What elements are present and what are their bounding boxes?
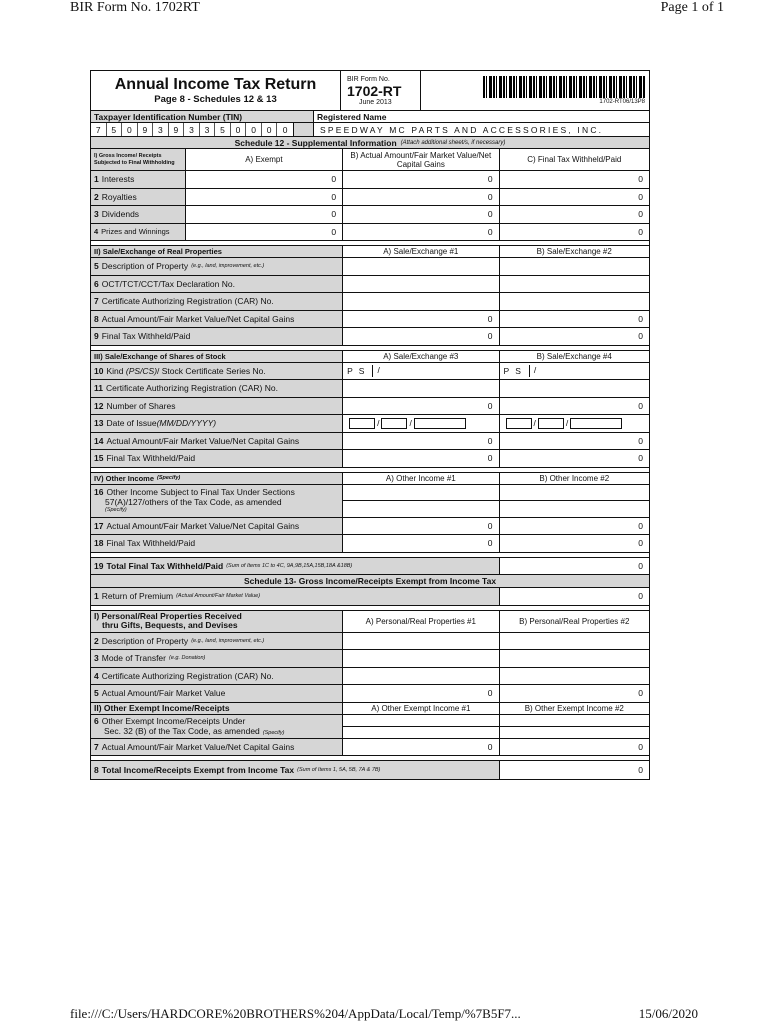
s12-part2-colA: A) Sale/Exchange #1	[343, 246, 499, 257]
s12-6a-field[interactable]	[343, 276, 499, 293]
row-label	[91, 588, 500, 605]
s12-2a-field[interactable]: 0	[186, 189, 343, 206]
barcode-image	[483, 76, 645, 98]
s13-part2-header	[91, 703, 649, 715]
row-number: 7	[94, 296, 99, 307]
row-label	[91, 206, 186, 223]
s12-part4-title	[91, 473, 343, 484]
row-label	[91, 311, 343, 328]
row-number: 6	[94, 715, 99, 726]
row-label	[91, 380, 343, 397]
s12-part4-note: (Specify)	[157, 475, 181, 481]
row-label	[91, 171, 186, 188]
s12-9a-field[interactable]: 0	[343, 328, 499, 345]
row-label-text: / Stock Certificate Series No.	[157, 365, 266, 376]
s12-5b-field[interactable]	[500, 258, 649, 275]
s13-part1-title	[91, 611, 343, 632]
s12-10a-field[interactable]	[343, 363, 499, 380]
row-label	[91, 715, 343, 738]
row-number: 5	[94, 688, 99, 699]
row-label-text: Total Final Tax Withheld/Paid	[106, 560, 224, 571]
row-number: 10	[94, 365, 104, 376]
row-label-text: Certificate Authorizing Registration (CAR) No.	[106, 383, 278, 394]
s12-3b-field[interactable]: 0	[343, 206, 499, 223]
tin-digit: 5	[107, 123, 123, 136]
s12-row-6	[91, 276, 649, 294]
row-number: 13	[94, 418, 104, 429]
s12-3c-field[interactable]: 0	[638, 209, 644, 220]
row-label-text: Certificate Authorizing Registration (CAR) No.	[101, 296, 274, 307]
row-label	[91, 485, 343, 517]
row-number: 14	[94, 435, 104, 446]
row-number: 17	[94, 520, 104, 531]
row-number: 3	[94, 653, 99, 664]
tin-field[interactable]	[91, 123, 294, 136]
form-number-box	[341, 71, 421, 110]
s12-part3-colB: B) Sale/Exchange #4	[536, 351, 612, 361]
form-title: Annual Income Tax Return	[114, 76, 317, 93]
s12-row-12	[91, 398, 649, 416]
row-label-text: Total Income/Receipts Exempt from Income Tax	[101, 764, 295, 775]
kind-slash: /	[529, 365, 536, 377]
s12-16b-field[interactable]	[500, 485, 649, 517]
row-number: 7	[94, 741, 99, 752]
s12-7b-field[interactable]	[500, 293, 649, 310]
s12-row-7	[91, 293, 649, 311]
row-label-text: Actual Amount/Fair Market Value/Net Capital Gains	[101, 313, 295, 324]
s13-row-2	[91, 633, 649, 651]
row-note: (Sum of Items 1C to 4C, 9A,9B,15A,15B,18A &18B)	[226, 562, 353, 569]
row-label	[91, 398, 343, 415]
row-label-text: Other Exempt Income/Receipts Under	[101, 715, 246, 726]
row-label-text: Prizes and Winnings	[101, 227, 170, 237]
row-label	[91, 633, 343, 650]
row-number: 1	[94, 591, 99, 602]
date-slash: /	[377, 418, 380, 429]
row-number: 19	[94, 560, 104, 571]
row-label	[91, 558, 500, 575]
s12-row-3	[91, 206, 649, 224]
row-label-text: Royalties	[101, 191, 137, 202]
s12-4a-field[interactable]: 0	[186, 224, 343, 241]
s12-part3-colA: A) Sale/Exchange #3	[343, 351, 499, 362]
s12-1a-field[interactable]: 0	[186, 171, 343, 188]
row-label-text: Mode of Transfer	[101, 653, 166, 664]
row-note: (Actual Amount/Fair Market Value)	[176, 593, 261, 600]
row-label-text: Kind	[106, 365, 124, 376]
s12-8b-field[interactable]: 0	[638, 313, 643, 324]
form-subtitle: Page 8 - Schedules 12 & 13	[154, 94, 277, 105]
row-label-italic: (MM/DD/YYYY)	[156, 418, 217, 429]
row-label-text: Actual Amount/Fair Market Value/Net Capital Gains	[101, 741, 295, 752]
row-number: 5	[94, 261, 99, 272]
tin-digit: 0	[282, 124, 288, 135]
s12-part3-title: III) Sale/Exchange of Shares of Stock	[91, 351, 343, 362]
row-label-text: Sec. 32 (B) of the Tax Code, as amended	[104, 725, 260, 736]
row-label	[91, 415, 343, 432]
s12-13a-date-field[interactable]	[343, 415, 499, 432]
s12-part4-title-text: IV) Other Income	[94, 473, 155, 483]
date-slash: /	[409, 418, 412, 429]
barcode-box	[421, 71, 649, 110]
kind-p: P	[347, 365, 353, 376]
row-label-text: Description of Property	[101, 261, 189, 272]
row-label-text: Interests	[101, 174, 135, 185]
s12-9b-field[interactable]: 0	[638, 331, 643, 342]
row-label	[91, 433, 343, 450]
s12-row-9	[91, 328, 649, 346]
s12-5a-field[interactable]	[343, 258, 499, 275]
tin-digit: 0	[122, 123, 138, 136]
s12-3a-field[interactable]: 0	[186, 206, 343, 223]
s12-row-17	[91, 518, 649, 536]
tin-gap	[294, 123, 314, 136]
row-label-text: Dividends	[101, 209, 140, 220]
row-note: (Specify)	[262, 729, 285, 736]
tin-digit: 5	[215, 123, 231, 136]
row-label-text: Final Tax Withheld/Paid	[106, 538, 196, 549]
row-label-text: Final Tax Withheld/Paid	[101, 331, 191, 342]
tin-digit: 9	[169, 123, 185, 136]
tin-label: Taxpayer Identification Number (TIN)	[91, 111, 314, 122]
row-label-text: Date of Issue	[106, 418, 157, 429]
row-number: 11	[94, 383, 103, 394]
s13-7b-field[interactable]: 0	[638, 741, 643, 752]
row-label	[91, 761, 500, 779]
s12-12b-field[interactable]: 0	[638, 400, 643, 411]
s13-part1-colA: A) Personal/Real Properties #1	[343, 611, 499, 632]
registered-name-label: Registered Name	[314, 111, 649, 122]
row-label	[91, 189, 186, 206]
s12-1b-field[interactable]: 0	[343, 171, 499, 188]
row-number: 2	[94, 191, 99, 202]
s13-1-field[interactable]: 0	[638, 591, 643, 602]
row-number: 2	[94, 635, 99, 646]
s12-part4-colB: B) Other Income #2	[539, 473, 610, 483]
browser-footer	[0, 1006, 768, 1024]
tin-digit: 9	[138, 123, 154, 136]
tin-digit: 0	[231, 123, 247, 136]
s12-11a-field[interactable]	[343, 380, 499, 397]
row-number: 4	[94, 670, 99, 681]
s12-row-16	[91, 485, 649, 518]
row-label-text: Certificate Authorizing Registration (CAR) No.	[101, 670, 274, 681]
row-label	[91, 650, 343, 667]
s12-17b-field[interactable]: 0	[638, 520, 643, 531]
s12-row-8	[91, 311, 649, 329]
print-date: 15/06/2020	[638, 1006, 698, 1021]
s12-13b-date-field[interactable]	[500, 415, 649, 432]
tin-digit: 7	[91, 123, 107, 136]
s13-4a-field[interactable]	[343, 668, 499, 685]
s13-part1-title-line: thru Gifts, Bequests, and Devises	[102, 620, 238, 630]
row-label-text: Actual Amount/Fair Market Value/Net Capital Gains	[106, 435, 300, 446]
row-label	[91, 739, 343, 756]
s12-16a-field[interactable]	[343, 485, 499, 517]
s12-part4-colA: A) Other Income #1	[343, 473, 499, 484]
s13-part2-colA: A) Other Exempt Income #1	[343, 703, 499, 714]
s13-row-8	[91, 761, 649, 779]
row-label-text: 57(A)/127/others of the Tax Code, as amended	[105, 497, 282, 508]
s12-row-15	[91, 450, 649, 468]
kind-s: S	[358, 365, 365, 376]
schedule-13-title: Schedule 13- Gross Income/Receipts Exempt from Income Tax	[91, 575, 649, 587]
kind-s: S	[515, 365, 521, 376]
s12-4b-field[interactable]: 0	[343, 224, 499, 241]
s13-row-3	[91, 650, 649, 668]
tin-digit: 0	[246, 123, 262, 136]
print-file-path: file:///C:/Users/HARDCORE%20BROTHERS%204/AppData/Local/Temp/%7B5F7...	[70, 1006, 521, 1021]
schedule-12-note: (Attach additional sheet/s, if necessary)	[400, 139, 506, 146]
row-label	[91, 328, 343, 345]
s12-8a-field[interactable]: 0	[343, 311, 499, 328]
row-label-text: Return of Premium	[101, 591, 174, 602]
s13-row-7	[91, 739, 649, 757]
s13-part1-title-line: I) Personal/Real Properties Received	[94, 610, 242, 621]
kind-p: P	[503, 365, 510, 376]
row-label	[91, 224, 186, 241]
s13-7a-field[interactable]: 0	[343, 739, 499, 756]
date-slash: /	[565, 418, 569, 429]
registered-name-field[interactable]: SPEEDWAY MC PARTS AND ACCESSORIES, INC.	[320, 124, 604, 135]
row-label	[91, 685, 343, 702]
s12-part1-title: I) Gross Income/ Receipts Subjected to Final Withholding	[91, 149, 186, 170]
s13-2a-field[interactable]	[343, 633, 499, 650]
form-number-label: BIR Form No.	[347, 75, 390, 83]
s12-19-total-field[interactable]: 0	[638, 560, 643, 571]
s12-15a-field[interactable]: 0	[343, 450, 499, 467]
form-number: 1702-RT	[347, 82, 402, 99]
row-label	[91, 518, 343, 535]
tin-digit: 3	[200, 123, 216, 136]
tin-label-row	[91, 111, 649, 123]
s12-7a-field[interactable]	[343, 293, 499, 310]
row-number: 16	[94, 487, 104, 498]
s12-18b-field[interactable]: 0	[638, 538, 643, 549]
s13-2b-field[interactable]	[500, 633, 649, 650]
s12-row-5	[91, 258, 649, 276]
row-number: 1	[94, 174, 99, 185]
s13-part2-title: II) Other Exempt Income/Receipts	[91, 703, 343, 714]
date-slash: /	[533, 418, 536, 429]
row-label-text: Final Tax Withheld/Paid	[106, 453, 196, 464]
s12-row-2	[91, 189, 649, 207]
s12-14a-field[interactable]: 0	[343, 433, 499, 450]
schedule-12-header	[91, 137, 649, 149]
s13-6b-field[interactable]	[500, 715, 649, 738]
row-number: 8	[94, 313, 99, 324]
s12-row-14	[91, 433, 649, 451]
s12-4c-field[interactable]: 0	[638, 226, 644, 237]
s13-row-6	[91, 715, 649, 739]
schedule-12-title	[91, 137, 649, 148]
s12-part3-header	[91, 351, 649, 363]
s12-colB-header: B) Actual Amount/Fair Market Value/Net Capital Gains	[343, 149, 499, 170]
row-label	[91, 450, 343, 467]
s12-2b-field[interactable]: 0	[343, 189, 499, 206]
row-note: (e.g., land, improvement, etc.)	[191, 263, 265, 270]
s13-3a-field[interactable]	[343, 650, 499, 667]
form-title-box	[91, 71, 341, 110]
tin-digit: 3	[153, 123, 169, 136]
row-number: 3	[94, 209, 99, 220]
schedule-13-header	[91, 575, 649, 588]
row-label-text: Actual Amount/Fair Market Value/Net Capital Gains	[106, 520, 300, 531]
tin-value-row	[91, 123, 649, 137]
row-note: (Sum of Items 1, 5A, 5B, 7A & 7B)	[297, 766, 381, 773]
row-label-italic: (PS/CS)	[125, 365, 158, 376]
s13-5b-field[interactable]: 0	[638, 688, 643, 699]
row-label-text: Description of Property	[101, 635, 189, 646]
row-label-text: OCT/TCT/CCT/Tax Declaration No.	[101, 278, 235, 289]
row-number: 4	[94, 227, 99, 237]
s13-row-1	[91, 588, 649, 606]
s12-part4-header	[91, 473, 649, 485]
s12-2c-field[interactable]: 0	[638, 191, 644, 202]
row-label	[91, 293, 343, 310]
s13-row-5	[91, 685, 649, 703]
s12-11b-field[interactable]	[500, 380, 649, 397]
s12-12a-field[interactable]: 0	[343, 398, 499, 415]
row-number: 8	[94, 764, 99, 775]
row-label	[91, 276, 343, 293]
row-number: 6	[94, 278, 99, 289]
s12-10b-field[interactable]	[500, 363, 649, 380]
schedule-12-title-text: Schedule 12 - Supplemental Information	[234, 137, 397, 148]
row-note: (e.g., land, improvement, etc.)	[191, 637, 265, 644]
s12-17a-field[interactable]: 0	[343, 518, 499, 535]
s12-18a-field[interactable]: 0	[343, 535, 499, 552]
row-number: 9	[94, 331, 99, 342]
row-number: 12	[94, 400, 104, 411]
s12-part2-colB: B) Sale/Exchange #2	[536, 247, 612, 256]
row-number: 18	[94, 538, 104, 549]
s12-row-1	[91, 171, 649, 189]
row-note: (e.g. Donation)	[169, 655, 206, 662]
row-label	[91, 363, 343, 380]
s13-4b-field[interactable]	[500, 668, 649, 685]
s12-part2-header	[91, 246, 649, 258]
s12-part2-title: II) Sale/Exchange of Real Properties	[91, 246, 343, 257]
browser-header	[0, 0, 768, 22]
s13-8-total-field[interactable]: 0	[638, 764, 643, 775]
row-label	[91, 258, 343, 275]
s12-row-11	[91, 380, 649, 398]
s13-row-4	[91, 668, 649, 686]
form-title-row	[91, 71, 649, 111]
s13-5a-field[interactable]: 0	[343, 685, 499, 702]
print-page-count: Page 1 of 1	[660, 0, 724, 15]
row-label	[91, 535, 343, 552]
tin-digit: 3	[184, 123, 200, 136]
s12-row-19	[91, 558, 649, 576]
s12-part1-header	[91, 149, 649, 171]
s12-row-18	[91, 535, 649, 553]
kind-slash: /	[372, 365, 379, 377]
s12-colA-header: A) Exempt	[186, 149, 343, 170]
s13-part1-header	[91, 611, 649, 633]
s13-3b-field[interactable]	[500, 650, 649, 667]
s12-colC-header: C) Final Tax Withheld/Paid	[527, 155, 622, 164]
s13-part2-colB: B) Other Exempt Income #2	[524, 703, 624, 713]
row-note: (Specify)	[105, 507, 127, 514]
row-label-text: Actual Amount/Fair Market Value	[101, 688, 226, 699]
tax-form	[90, 70, 650, 780]
s13-6a-field[interactable]	[343, 715, 499, 738]
s12-14b-field[interactable]: 0	[638, 435, 643, 446]
s12-row-13	[91, 415, 649, 433]
tin-digit: 0	[262, 123, 278, 136]
s12-1c-field[interactable]: 0	[638, 174, 644, 185]
s12-15b-field[interactable]: 0	[638, 453, 643, 464]
s12-row-10	[91, 363, 649, 381]
s12-6b-field[interactable]	[500, 276, 649, 293]
row-label-text: Other Income Subject to Final Tax Under Sections	[106, 487, 295, 498]
form-date: June 2013	[359, 98, 392, 106]
row-number: 15	[94, 453, 104, 464]
row-label-text: Number of Shares	[106, 400, 176, 411]
print-header-title: BIR Form No. 1702RT	[70, 0, 200, 15]
s13-part1-colB: B) Personal/Real Properties #2	[519, 616, 630, 626]
barcode-code: 1702-RT06/13P8	[599, 99, 645, 105]
s12-row-4	[91, 224, 649, 242]
row-label	[91, 668, 343, 685]
